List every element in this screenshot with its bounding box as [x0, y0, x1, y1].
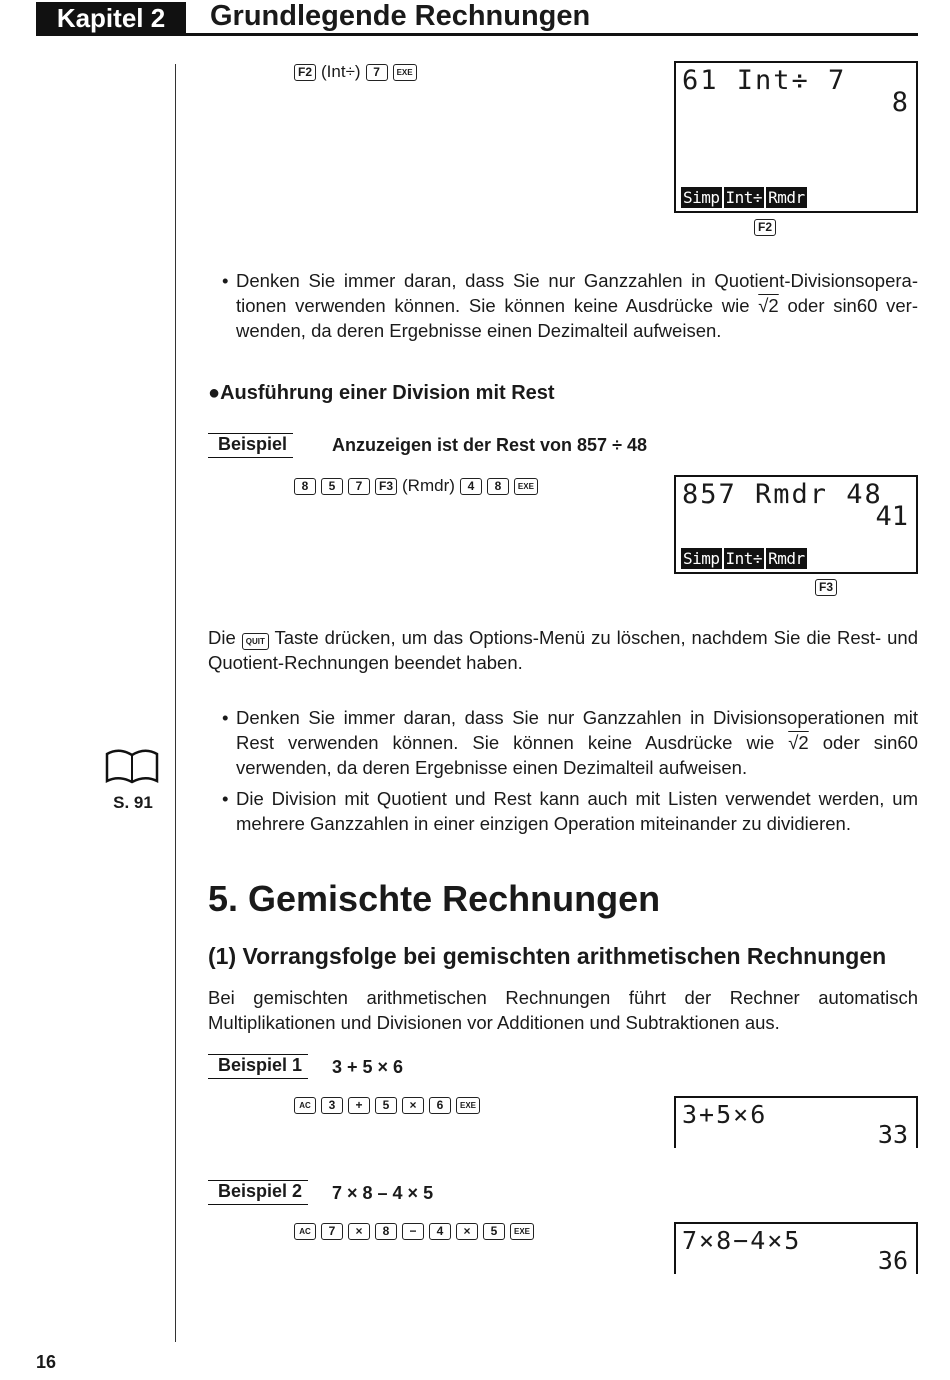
sqrt-expression: √2 [788, 732, 809, 753]
example-1-label: Beispiel 1 [208, 1054, 308, 1079]
calculator-screen-1 [674, 61, 918, 213]
key-plus: + [348, 1097, 370, 1114]
key-8: 8 [375, 1223, 397, 1240]
key-multiply: × [456, 1223, 478, 1240]
key-7: 7 [366, 64, 388, 81]
note-lists: • Die Division mit Quotient und Rest kann auch mit Listen verwendet werden, um mehrere Ganzzahlen in einer einzigen Operation miteinander zu dividieren. [222, 788, 918, 834]
calculator-screen-3 [674, 1096, 918, 1148]
section-subtitle: (1) Vorrangsfolge bei gemischten arithmetischen Rechnungen [208, 943, 887, 969]
key-4: 4 [460, 478, 482, 495]
note-int-only-remainder: • Denken Sie immer daran, dass Sie nur Ganzzahlen in Divisionsoperationen mit Rest verwenden können. Sie können keine Ausdrücke wie √2 oder sin60 verwenden, da deren Ergebnisse einen Dezimalteil aufweisen. [222, 707, 918, 778]
example-text: Anzuzeigen ist der Rest von 857 ÷ 48 [332, 435, 647, 455]
key-4: 4 [429, 1223, 451, 1240]
key-3: 3 [321, 1097, 343, 1114]
chapter-label: Kapitel 2 [36, 2, 186, 34]
section-title: 5. Gemischte Rechnungen [208, 878, 661, 919]
key-8: 8 [294, 478, 316, 495]
key-multiply: × [348, 1223, 370, 1240]
menu-simp: Simp [683, 188, 720, 207]
margin-rule [175, 64, 176, 1342]
key-ac: AC [294, 1097, 316, 1114]
bullet-dot: • [222, 270, 229, 291]
note-int-only-quotient: • Denken Sie immer daran, dass Sie nur Ganzzahlen in Quotient-Divisionsopera-tionen verwenden können. Sie können keine Ausdrücke wie √2 oder sin60 ver-wenden, da deren Ergebnisse einen Dezimalteil aufweisen. [222, 270, 918, 341]
key-f2: F2 [294, 64, 316, 81]
calculator-screen-2 [674, 475, 918, 574]
menu-rmdr: Rmdr [768, 549, 805, 568]
example-2-label: Beispiel 2 [208, 1180, 308, 1205]
example-1-expression: 3 + 5 × 6 [332, 1057, 404, 1077]
key-5: 5 [375, 1097, 397, 1114]
function-menu [681, 548, 807, 569]
screen-input: 3+5×6 [682, 1100, 768, 1129]
key-5: 5 [483, 1223, 505, 1240]
key-6: 6 [429, 1097, 451, 1114]
fkey-hint-f2: F2 [754, 218, 776, 236]
key-multiply: × [402, 1097, 424, 1114]
example-2-expression: 7 × 8 – 4 × 5 [332, 1183, 434, 1203]
key-quit: QUIT [242, 633, 269, 650]
menu-int-div: Int÷ [725, 549, 763, 568]
key-7: 7 [321, 1223, 343, 1240]
menu-simp: Simp [683, 549, 720, 568]
page-reference[interactable] [104, 748, 162, 813]
bullet-dot: • [222, 707, 229, 728]
key-f3: F3 [375, 478, 397, 495]
bullet-dot: • [222, 788, 229, 809]
header-rule [36, 33, 918, 36]
key-ac: AC [294, 1223, 316, 1240]
key-sequence-remainder [294, 476, 538, 496]
function-menu [681, 187, 807, 208]
key-exe: EXE [514, 478, 538, 495]
key-exe: EXE [393, 64, 417, 81]
key-sequence-example-1 [294, 1097, 480, 1114]
example-label: Beispiel [208, 433, 293, 458]
key-function-label: (Rmdr) [402, 476, 455, 495]
key-8: 8 [487, 478, 509, 495]
menu-int-div: Int÷ [725, 188, 763, 207]
quit-paragraph: Die QUIT Taste drücken, um das Options-Menü zu löschen, nachdem Sie die Rest- und Quotient-Rechnungen beendet haben. [208, 627, 919, 673]
book-icon [104, 748, 160, 788]
page-number: 16 [36, 1352, 57, 1372]
sqrt-expression: √2 [758, 295, 779, 316]
key-7: 7 [348, 478, 370, 495]
screen-result: 8 [891, 87, 908, 118]
screen-result: 41 [875, 501, 908, 532]
key-exe: EXE [456, 1097, 480, 1114]
key-function-label: (Int÷) [321, 62, 361, 81]
page-reference-label: S. 91 [113, 793, 153, 812]
calculator-screen-4 [674, 1222, 918, 1274]
screen-input: 61 Int÷ 7 [682, 65, 847, 96]
menu-rmdr: Rmdr [768, 188, 805, 207]
fkey-hint-f3: F3 [815, 578, 837, 596]
screen-input: 857 Rmdr 48 [682, 479, 883, 510]
key-sequence-int-division [294, 62, 417, 82]
screen-result: 36 [877, 1246, 908, 1275]
key-sequence-example-2 [294, 1223, 534, 1240]
key-exe: EXE [510, 1223, 534, 1240]
key-minus: − [402, 1223, 424, 1240]
section-heading-remainder: ●Ausführung einer Division mit Rest [208, 382, 555, 404]
screen-result: 33 [877, 1120, 908, 1149]
section-intro: Bei gemischten arithmetischen Rechnungen führt der Rechner automatisch Multiplikationen und Divisionen vor Additionen und Subtraktionen aus. [208, 987, 918, 1033]
screen-input: 7×8−4×5 [682, 1226, 802, 1255]
chapter-title: Grundlegende Rechnungen [210, 0, 591, 32]
key-5: 5 [321, 478, 343, 495]
